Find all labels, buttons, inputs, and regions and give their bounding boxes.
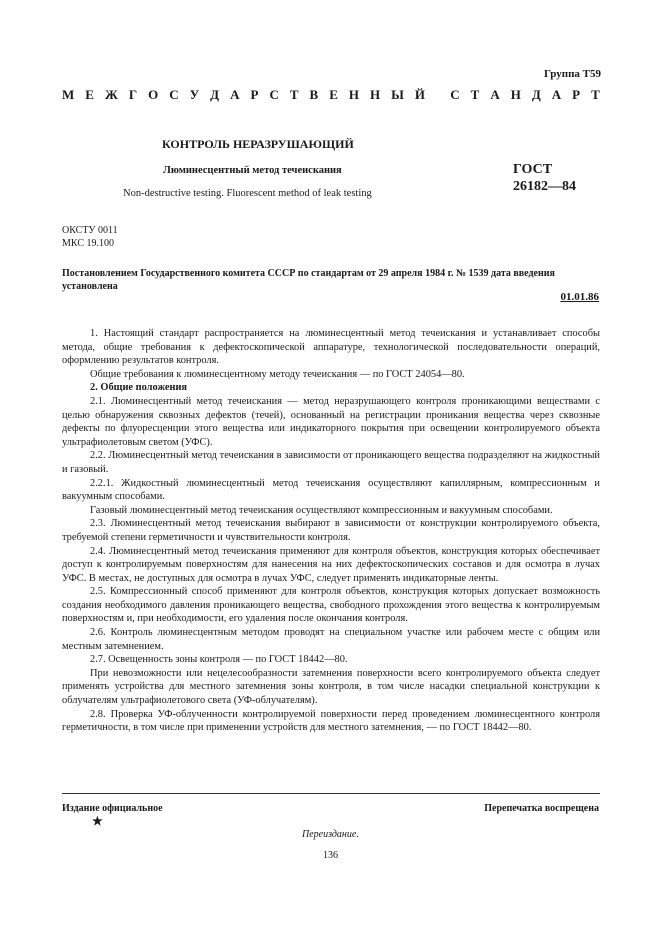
- body-paragraph: 2.8. Проверка УФ-облученности контролируемой поверхности перед проведением люминесцентного контроля герметичности, в том числе при применении устройств для местного затемнения, — по ГОСТ 18442—80.: [62, 708, 600, 734]
- banner-letter: А: [551, 87, 562, 102]
- banner-letter: А: [230, 87, 240, 102]
- body-paragraph: 2.3. Люминесцентный метод течеискания выбирают в зависимости от конструкции контролируемого объекта, требуемой степени герметичности и чувствительности контроля.: [62, 518, 600, 543]
- banner-letter: Е: [329, 87, 338, 102]
- star-mark: ★: [92, 814, 103, 828]
- banner-letter: Й: [414, 87, 425, 102]
- document-title: КОНТРОЛЬ НЕРАЗРУШАЮЩИЙ: [162, 137, 354, 151]
- decree-text: Постановлением Государственного комитета СССР по стандартам от 29 апреля 1984 г. № 1539 дата введения установлена: [62, 268, 555, 292]
- banner-letter: С: [450, 87, 460, 102]
- body-paragraph: 2.2.1. Жидкостный люминесцентный метод течеискания осуществляют капиллярным, компрессионным и вакуумным способами.: [62, 477, 600, 503]
- body-paragraph: 2.6. Контроль люминесцентным методом проводят на специальном участке или рабочем месте с общим или местным затемнением.: [62, 627, 600, 652]
- banner-letter: Н: [369, 87, 381, 102]
- body-paragraph: 2.7. Освещенность зоны контроля — по ГОСТ 18442—80.: [90, 654, 348, 666]
- body-paragraph: 2.4. Люминесцентный метод течеискания применяют для контроля объектов, конструкция которых обеспечивает доступ к контролируемым поверхностям для нанесения на них дефектоскопических составов и для осмотра в лучах УФС. В местах, не доступных для осмотра в лучах УФС, следует применять индикаторные ленты.: [62, 545, 600, 584]
- mks-code: МКС 19.100: [62, 238, 114, 249]
- body-paragraph: Газовый люминесцентный метод течеискания осуществляют компрессионным и вакуумным способами.: [90, 504, 553, 516]
- banner-letter: Т: [591, 87, 600, 102]
- body-paragraph: 2.5. Компрессионный способ применяют для контроля объектов, конструкция которых допускает возможность создания необходимого давления проникающего вещества, свободного прохождения этого вещества к контролируемым поверхностям и, при необходимости, его удаления после окончания контроля.: [62, 586, 600, 625]
- banner-letter: С: [269, 87, 279, 102]
- document-subtitle: Люминесцентный метод течеискания: [163, 165, 342, 176]
- reprint-prohibited-label: Перепечатка воспрещена: [484, 803, 599, 814]
- banner-letter: Т: [470, 87, 480, 102]
- footer-divider: [62, 793, 600, 794]
- banner-letter: У: [189, 87, 200, 102]
- document-body: [62, 327, 600, 735]
- english-title: Non-destructive testing. Fluorescent method of leak testing: [123, 188, 372, 199]
- banner-letter: М: [62, 87, 75, 102]
- banner-letter: В: [309, 87, 319, 102]
- body-paragraph: Общие требования к люминесцентному методу течеискания — по ГОСТ 24054—80.: [90, 368, 465, 380]
- interstate-standard-banner: [62, 87, 600, 103]
- page-number: 136: [323, 850, 338, 861]
- body-paragraph: 2.1. Люминесцентный метод течеискания — метод неразрушающего контроля проникающими веществами с целью обнаружения сквозных дефектов (течей), основанный на регистрации проникания вещества через сквозные дефекты по флуоресценции этого вещества или индикаторного покрытия при освещении контролируемого объекта ультрафиолетовым светом (УФС).: [62, 395, 600, 448]
- banner-letter: Д: [210, 87, 220, 102]
- banner-letter: Д: [531, 87, 541, 102]
- official-edition-label: Издание официальное: [62, 803, 163, 814]
- reissue-note: Переиздание.: [302, 829, 359, 840]
- banner-letter: А: [490, 87, 500, 102]
- body-paragraph: При невозможности или нецелесообразности затемнения поверхности всего контролируемого объекта следует применять устройства для местного затемнения зоны контроля, в том числе насадки специальной конструкции к облучателям ультрафиолетового света (УФ-облучателям).: [62, 667, 600, 707]
- gost-number: 26182—84: [513, 179, 576, 194]
- banner-letter: Ж: [104, 87, 118, 102]
- banner-letter: Н: [348, 87, 359, 102]
- gost-label: ГОСТ: [513, 162, 553, 177]
- body-paragraph: 1. Настоящий стандарт распространяется на люминесцентный метод течеискания и устанавливает способы метода, общие требования к дефектоскопической аппаратуре, технологической последовательности операций, оформлению результатов контроля.: [62, 328, 600, 367]
- banner-letter: Е: [85, 87, 94, 102]
- banner-letter: Р: [250, 87, 259, 102]
- group-code: Группа Т59: [543, 68, 601, 80]
- banner-letter: Н: [510, 87, 521, 102]
- classification-codes: [62, 224, 118, 250]
- banner-letter: Ы: [391, 87, 404, 102]
- banner-letter: С: [169, 87, 179, 102]
- banner-letter: О: [148, 87, 159, 102]
- banner-letter: Г: [128, 87, 138, 102]
- okstu-code: ОКСТУ 0011: [62, 225, 118, 236]
- banner-letter: Р: [572, 87, 581, 102]
- banner-letter: [436, 87, 439, 103]
- effective-date: 01.01.86: [560, 291, 599, 303]
- gost-designation: [513, 161, 576, 195]
- banner-letter: Т: [289, 87, 299, 102]
- body-paragraph: 2.2. Люминесцентный метод течеискания в зависимости от проникающего вещества подразделяют на жидкостный и газовый.: [62, 450, 600, 475]
- section-heading: 2. Общие положения: [90, 382, 188, 394]
